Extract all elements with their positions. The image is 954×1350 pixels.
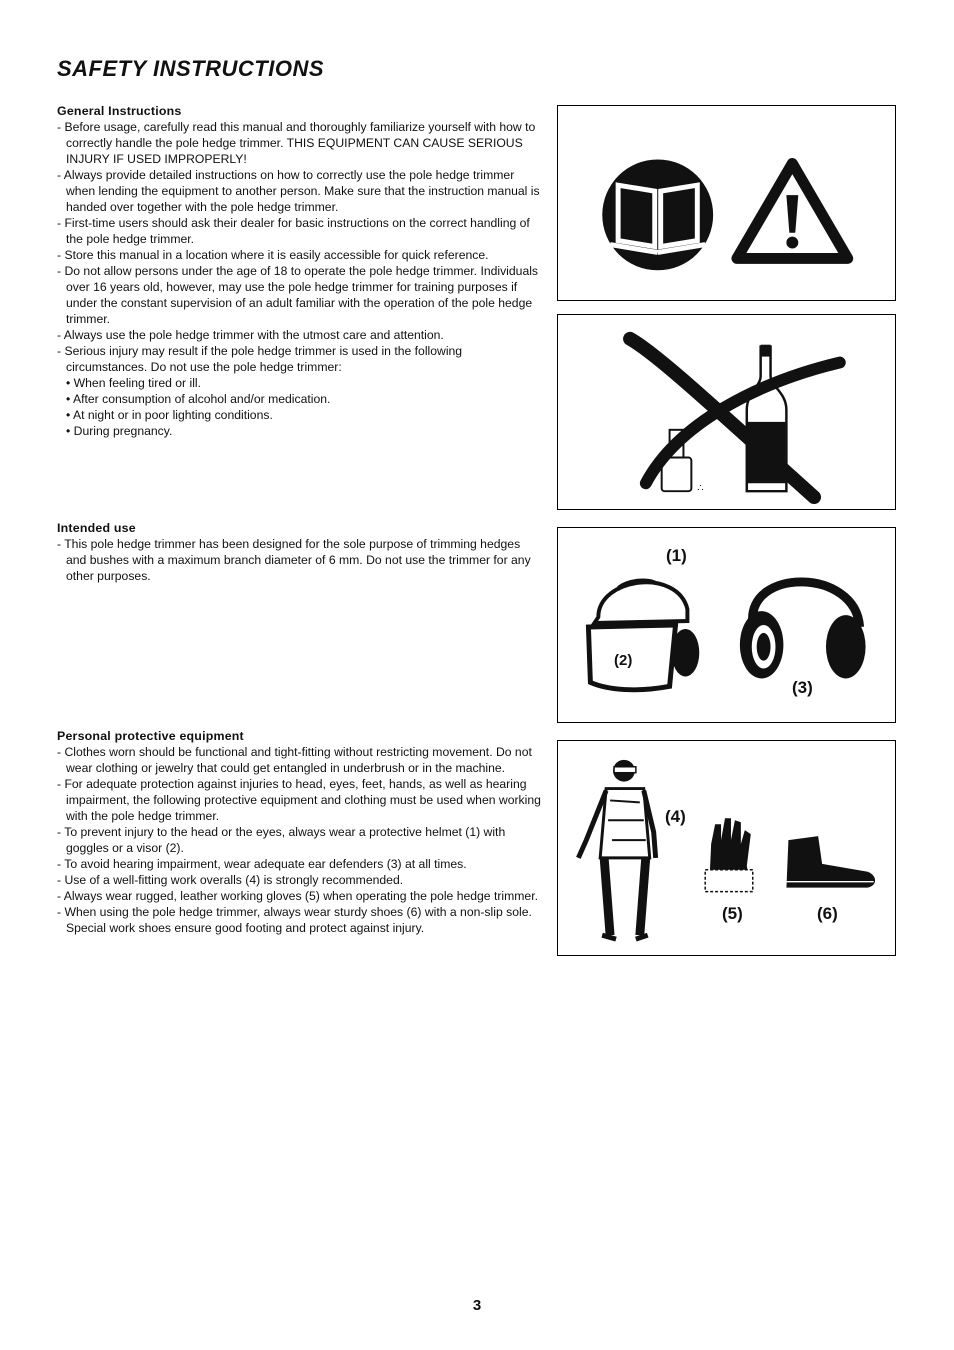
list-item: - Always use the pole hedge trimmer with the utmost care and attention. [57, 328, 444, 342]
overalls-worker-icon [578, 760, 655, 939]
bullet-item: • After consumption of alcohol and/or medication. [66, 392, 331, 406]
list-item: - This pole hedge trimmer has been designed for the sole purpose of trimming hedges and bushes with a maximum branch diameter of 6 mm. Do not use the trimmer for any other purposes. [57, 537, 531, 583]
bullet-item: • At night or in poor lighting conditions. [66, 408, 273, 422]
ppe-heading: Personal protective equipment [57, 729, 244, 743]
label-shoes: (6) [817, 904, 838, 923]
label-gloves: (5) [722, 904, 743, 923]
warning-triangle-icon [737, 163, 848, 258]
glove-icon [705, 818, 753, 891]
label-overalls: (4) [665, 807, 686, 826]
intended-use-section [57, 520, 542, 584]
list-item: - First-time users should ask their dealer for basic instructions on the correct handling of the pole hedge trimmer. [57, 216, 530, 246]
general-instructions-section [57, 103, 542, 439]
list-item: - Before usage, carefully read this manual and thoroughly familiarize yourself with how to correctly handle the pole hedge trimmer. THIS EQUIPMENT CAN CAUSE SERIOUS INJURY IF USED IMPROPERLY! [57, 120, 536, 166]
list-item: - Serious injury may result if the pole hedge trimmer is used in the following circumstances. Do not use the pole hedge trimmer: [57, 344, 463, 374]
list-item: - Always provide detailed instructions on how to correctly use the pole hedge trimmer when lending the equipment to another person. Make sure that the instruction manual is handed over together with the pole hedge trimmer. [57, 168, 540, 214]
label-helmet: (1) [666, 546, 687, 565]
list-item: - Store this manual in a location where it is easily accessible for quick reference. [57, 248, 489, 262]
intended-heading: Intended use [57, 521, 136, 535]
list-item: - To prevent injury to the head or the eyes, always wear a protective helmet (1) with goggles or a visor (2). [57, 825, 506, 855]
clothing-panel [557, 740, 896, 956]
label-ear-defenders: (3) [792, 678, 813, 697]
list-item: - Clothes worn should be functional and tight-fitting without restricting movement. Do not wear clothing or jewelry that could get entangled in underbrush or in the machine. [57, 745, 532, 775]
bullet-item: • When feeling tired or ill. [66, 376, 202, 390]
page-title: SAFETY INSTRUCTIONS [57, 56, 325, 81]
page-number: 3 [472, 1297, 482, 1314]
manual-warning-panel [557, 105, 896, 301]
bullet-item: • During pregnancy. [66, 424, 173, 438]
no-alcohol-panel [557, 314, 896, 510]
helmet-icon [588, 580, 699, 690]
list-item: - Always wear rugged, leather working gloves (5) when operating the pole hedge trimmer. [57, 889, 538, 903]
read-manual-icon [602, 159, 713, 270]
list-item: - To avoid hearing impairment, wear adequate ear defenders (3) at all times. [57, 857, 467, 871]
helmet-panel [557, 527, 896, 723]
list-item: - When using the pole hedge trimmer, always wear sturdy shoes (6) with a non-slip sole. Special work shoes ensure good footing and protect against injury. [57, 905, 532, 935]
ear-defenders-icon [740, 582, 866, 679]
svg-text:∴: ∴ [697, 483, 704, 495]
list-item: - Use of a well-fitting work overalls (4) is strongly recommended. [57, 873, 404, 887]
manual-warning-illustration [558, 106, 895, 300]
boot-icon [786, 836, 875, 888]
general-heading: General Instructions [57, 104, 182, 118]
list-item: - Do not allow persons under the age of 18 to operate the pole hedge trimmer. Individuals over 16 years old, however, may use the pole hedge trimmer for training purposes if under the constant supervision of an adult familiar with the operation of the pole hedge trimmer. [57, 264, 539, 326]
label-visor: (2) [614, 652, 633, 669]
no-alcohol-illustration [558, 315, 895, 509]
helmet-illustration [558, 528, 895, 722]
ppe-section [57, 728, 542, 936]
list-item: - For adequate protection against injuries to head, eyes, feet, hands, as well as hearing impairment, the following protective equipment and clothing must be used when working with the pole hedge trimmer. [57, 777, 541, 823]
